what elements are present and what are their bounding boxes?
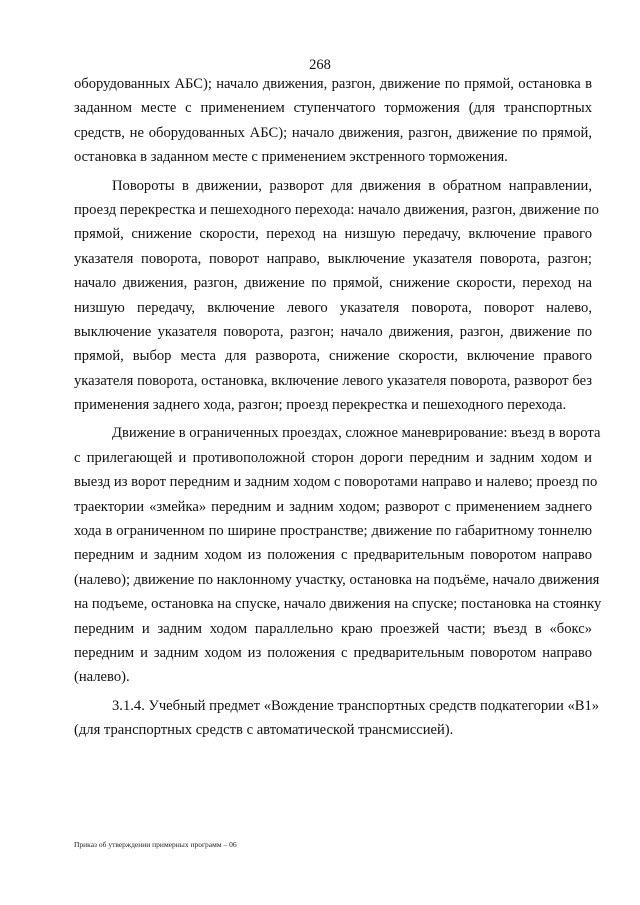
body-line: Повороты в движении, разворот для движения в обратном направлении, bbox=[112, 177, 592, 194]
body-line: выключение указателя поворота, разгон; начало движения, разгон, движение по bbox=[74, 323, 592, 340]
body-line: оборудованных АБС); начало движения, разгон, движение по прямой, остановка в bbox=[74, 76, 592, 92]
body-line: передним и задним ходом из положения с предварительным поворотом направо bbox=[74, 547, 592, 564]
body-line: указателя поворота, остановка, включение левого указателя поворота, разворот без bbox=[74, 372, 592, 389]
paragraph-2 bbox=[74, 174, 599, 418]
body-line: передним и задним ходом параллельно краю проезжей части; въезд в «бокс» bbox=[74, 620, 592, 637]
body-text bbox=[74, 72, 602, 743]
body-line: хода в ограниченном по ширине пространстве; движение по габаритному тоннелю bbox=[74, 523, 592, 540]
footer-text: Приказ об утверждении примерных программ – 06 bbox=[74, 840, 237, 849]
body-line: (для транспортных средств с автоматической трансмиссией). bbox=[74, 722, 454, 739]
paragraph-4 bbox=[74, 694, 600, 743]
body-line: низшую передачу, включение левого указателя поворота, поворот налево, bbox=[74, 299, 592, 316]
body-line: 3.1.4. Учебный предмет «Вождение транспортных средств подкатегории «B1» bbox=[112, 697, 600, 714]
body-line: (налево); движение по наклонному участку, остановка на подъёме, начало движения bbox=[74, 571, 600, 588]
paragraph-1 bbox=[74, 72, 592, 170]
body-line: прямой, снижение скорости, переход на низшую передачу, включение правого bbox=[74, 226, 592, 243]
body-line: средств, не оборудованных АБС); начало движения, разгон, движение по прямой, bbox=[74, 124, 592, 141]
body-line: указателя поворота, поворот направо, выключение указателя поворота, разгон; bbox=[74, 250, 592, 267]
body-line: передним и задним ходом из положения с предварительным поворотом направо bbox=[74, 644, 592, 661]
body-line: Движение в ограниченных проездах, сложное маневрирование: въезд в ворота bbox=[112, 425, 601, 442]
page-number: 268 bbox=[309, 57, 331, 73]
body-line: на подъеме, остановка на спуске, начало движения на спуске; постановка на стоянку bbox=[74, 596, 602, 613]
body-line: траектории «змейка» передним и задним ходом; разворот с применением заднего bbox=[74, 498, 592, 515]
body-line: применения заднего хода, разгон; проезд перекрестка и пешеходного перехода. bbox=[74, 397, 567, 414]
body-line: остановка в заданном месте с применением экстренного торможения. bbox=[74, 149, 508, 166]
paragraph-3 bbox=[74, 421, 602, 689]
body-line: начало движения, разгон, движение по прямой, снижение скорости, переход на bbox=[74, 275, 592, 292]
body-line: прямой, выбор места для разворота, снижение скорости, включение правого bbox=[74, 348, 592, 365]
body-line: проезд перекрестка и пешеходного перехода: начало движения, разгон, движение по bbox=[74, 201, 599, 218]
body-line: с прилегающей и противоположной сторон дороги передним и задним ходом и bbox=[74, 449, 592, 466]
body-line: выезд из ворот передним и задним ходом с поворотами направо и налево; проезд по bbox=[74, 474, 598, 491]
body-line: заданном месте с применением ступенчатого торможения (для транспортных bbox=[74, 100, 592, 117]
body-line: (налево). bbox=[74, 669, 130, 686]
